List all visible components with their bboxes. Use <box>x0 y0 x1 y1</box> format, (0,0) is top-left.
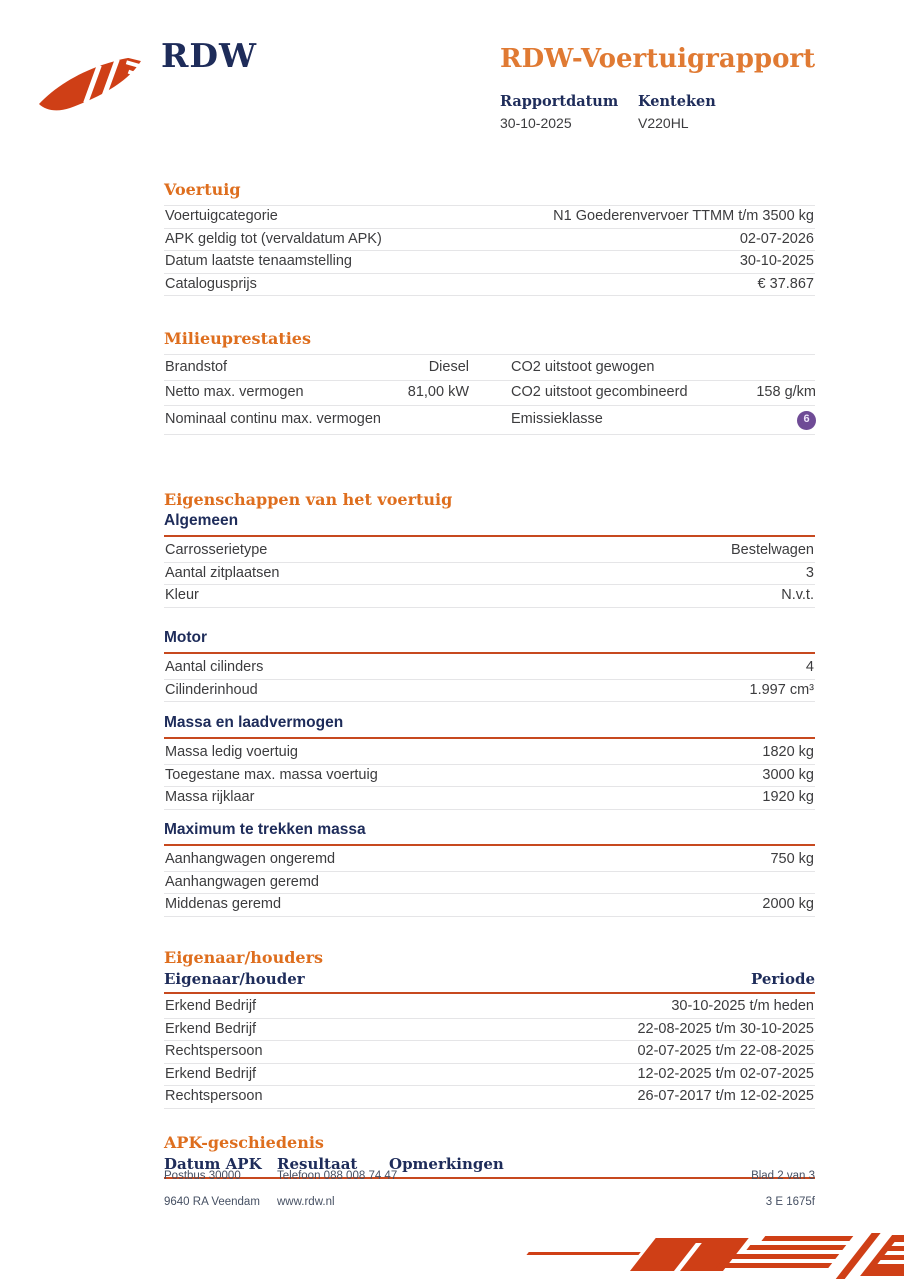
section-milieuprestaties <box>164 329 815 435</box>
section-title: Milieuprestaties <box>164 329 311 348</box>
section-massa <box>164 714 815 810</box>
owner-cell: Erkend Bedrijf <box>165 1020 257 1037</box>
row-label: Aantal cilinders <box>165 659 264 675</box>
table-row <box>164 654 815 680</box>
section-title: Voertuig <box>164 180 241 199</box>
owner-cell: Erkend Bedrijf <box>165 998 257 1014</box>
period-cell: 26-07-2017 t/m 12-02-2025 <box>637 1088 814 1104</box>
rdw-logo-text: RDW <box>161 36 258 75</box>
kenteken-value: V220HL <box>638 115 689 131</box>
table-row <box>164 206 815 229</box>
rdw-speed-stripes-graphic <box>504 1230 904 1280</box>
massa-table <box>164 739 815 810</box>
row-value: 3000 kg <box>762 766 814 783</box>
section-motor <box>164 629 815 702</box>
row-label: CO2 uitstoot gecombineerd <box>511 384 688 400</box>
row-value: 1.997 cm³ <box>749 681 814 698</box>
table-row <box>164 537 815 563</box>
table-row <box>164 563 815 586</box>
table-row <box>164 274 815 297</box>
report-date-value: 30-10-2025 <box>500 115 572 131</box>
column-header-remarks: Opmerkingen <box>389 1155 504 1173</box>
algemeen-table <box>164 537 815 608</box>
column-header-date: Datum APK <box>164 1155 262 1173</box>
row-label: Netto max. vermogen <box>165 384 304 400</box>
emission-class-badge: 6 <box>797 411 816 430</box>
row-value: 3 <box>805 564 814 581</box>
trekken-table <box>164 846 815 917</box>
row-value: 1820 kg <box>762 744 814 760</box>
period-cell: 30-10-2025 t/m heden <box>671 998 814 1014</box>
period-cell: 22-08-2025 t/m 30-10-2025 <box>637 1020 814 1037</box>
table-row <box>164 787 815 810</box>
section-trekken-massa <box>164 821 815 917</box>
period-cell: 02-07-2025 t/m 22-08-2025 <box>637 1043 814 1059</box>
row-label: Nominaal continu max. vermogen <box>165 411 381 428</box>
footer-phone: Telefoon 088 008 74 47 <box>277 1170 398 1182</box>
row-value: Bestelwagen <box>730 542 814 558</box>
table-row <box>164 1064 815 1087</box>
table-row <box>164 229 815 252</box>
row-label: Datum laatste tenaamstelling <box>165 253 352 269</box>
voertuig-table <box>164 205 815 296</box>
section-voertuig <box>164 180 815 296</box>
column-header-result: Resultaat <box>277 1155 358 1173</box>
row-label: Aanhangwagen ongeremd <box>165 851 336 867</box>
footer-website: www.rdw.nl <box>277 1196 335 1208</box>
rdw-wing-icon <box>36 48 148 114</box>
report-body <box>164 0 815 1280</box>
row-label: Catalogusprijs <box>165 275 257 292</box>
table-row <box>164 1086 815 1109</box>
table-row <box>164 765 815 788</box>
row-label: Massa ledig voertuig <box>165 744 298 760</box>
row-label: Middenas geremd <box>165 896 282 912</box>
table-row <box>164 739 815 765</box>
row-value: 4 <box>805 659 814 675</box>
subsection-title-motor: Motor <box>164 629 815 654</box>
footer-page-indicator: Blad 2 van 3 <box>751 1170 815 1182</box>
table-row <box>164 381 815 407</box>
row-value: 1920 kg <box>762 789 814 805</box>
kenteken-label: Kenteken <box>638 93 716 110</box>
owner-cell: Erkend Bedrijf <box>165 1065 257 1082</box>
rdw-logo <box>36 48 148 114</box>
row-value: 02-07-2026 <box>739 230 814 247</box>
row-value <box>716 411 816 430</box>
row-value: 81,00 kW <box>407 384 469 400</box>
row-label: Carrosserietype <box>165 542 268 558</box>
row-value: 2000 kg <box>762 896 814 912</box>
subsection-title-trekken: Maximum te trekken massa <box>164 821 815 846</box>
section-title: Eigenschappen van het voertuig <box>164 490 453 509</box>
table-row <box>164 994 815 1019</box>
section-title: APK-geschiedenis <box>164 1133 324 1152</box>
table-row <box>164 406 815 435</box>
eigenaren-table-header <box>164 970 815 994</box>
row-value: N1 Goederenvervoer TTMM t/m 3500 kg <box>553 208 814 224</box>
table-row <box>164 872 815 895</box>
subsection-title-algemeen: Algemeen <box>164 512 815 537</box>
row-label: Aantal zitplaatsen <box>165 564 280 581</box>
row-label: Toegestane max. massa voertuig <box>165 766 378 783</box>
table-row <box>164 846 815 872</box>
row-label: Kleur <box>165 587 199 603</box>
row-label: Cilinderinhoud <box>165 681 258 698</box>
row-value: 750 kg <box>770 851 814 867</box>
footer-address-line2: 9640 RA Veendam <box>164 1196 260 1208</box>
owner-cell: Rechtspersoon <box>165 1088 263 1104</box>
row-value: 158 g/km <box>756 384 816 400</box>
section-eigenaren <box>164 948 815 1109</box>
row-label: APK geldig tot (vervaldatum APK) <box>165 230 382 247</box>
table-row <box>164 894 815 917</box>
row-value: € 37.867 <box>757 275 814 292</box>
row-label: Massa rijklaar <box>165 789 255 805</box>
table-row <box>164 355 815 381</box>
row-label: Voertuigcategorie <box>165 208 278 224</box>
table-row <box>164 680 815 703</box>
row-label: Aanhangwagen geremd <box>165 873 319 890</box>
footer-line-2 <box>164 1196 815 1209</box>
subsection-title-massa: Massa en laadvermogen <box>164 714 815 739</box>
footer-line-1 <box>164 1170 815 1183</box>
row-value: N.v.t. <box>781 587 814 603</box>
motor-table <box>164 654 815 702</box>
report-date-label: Rapportdatum <box>500 93 619 110</box>
period-cell: 12-02-2025 t/m 02-07-2025 <box>637 1065 814 1082</box>
table-row <box>164 251 815 274</box>
section-title: Eigenaar/houders <box>164 948 324 967</box>
row-label: Brandstof <box>165 358 228 375</box>
footer-address-line1: Postbus 30000 <box>164 1170 241 1182</box>
owner-cell: Rechtspersoon <box>165 1043 263 1059</box>
footer-doc-code: 3 E 1675f <box>765 1196 815 1208</box>
row-label: Emissieklasse <box>511 411 603 428</box>
row-value: 30-10-2025 <box>739 253 814 269</box>
column-header-owner: Eigenaar/houder <box>164 970 305 988</box>
table-row <box>164 1041 815 1064</box>
eigenaren-table <box>164 994 815 1109</box>
row-label: CO2 uitstoot gewogen <box>511 358 655 375</box>
row-value: Diesel <box>428 358 469 375</box>
table-row <box>164 1019 815 1042</box>
milieuprestaties-table <box>164 354 815 435</box>
section-eigenschappen <box>164 490 815 608</box>
page-title: RDW-Voertuigrapport <box>500 44 816 74</box>
column-header-period: Periode <box>750 970 815 988</box>
table-row <box>164 585 815 608</box>
